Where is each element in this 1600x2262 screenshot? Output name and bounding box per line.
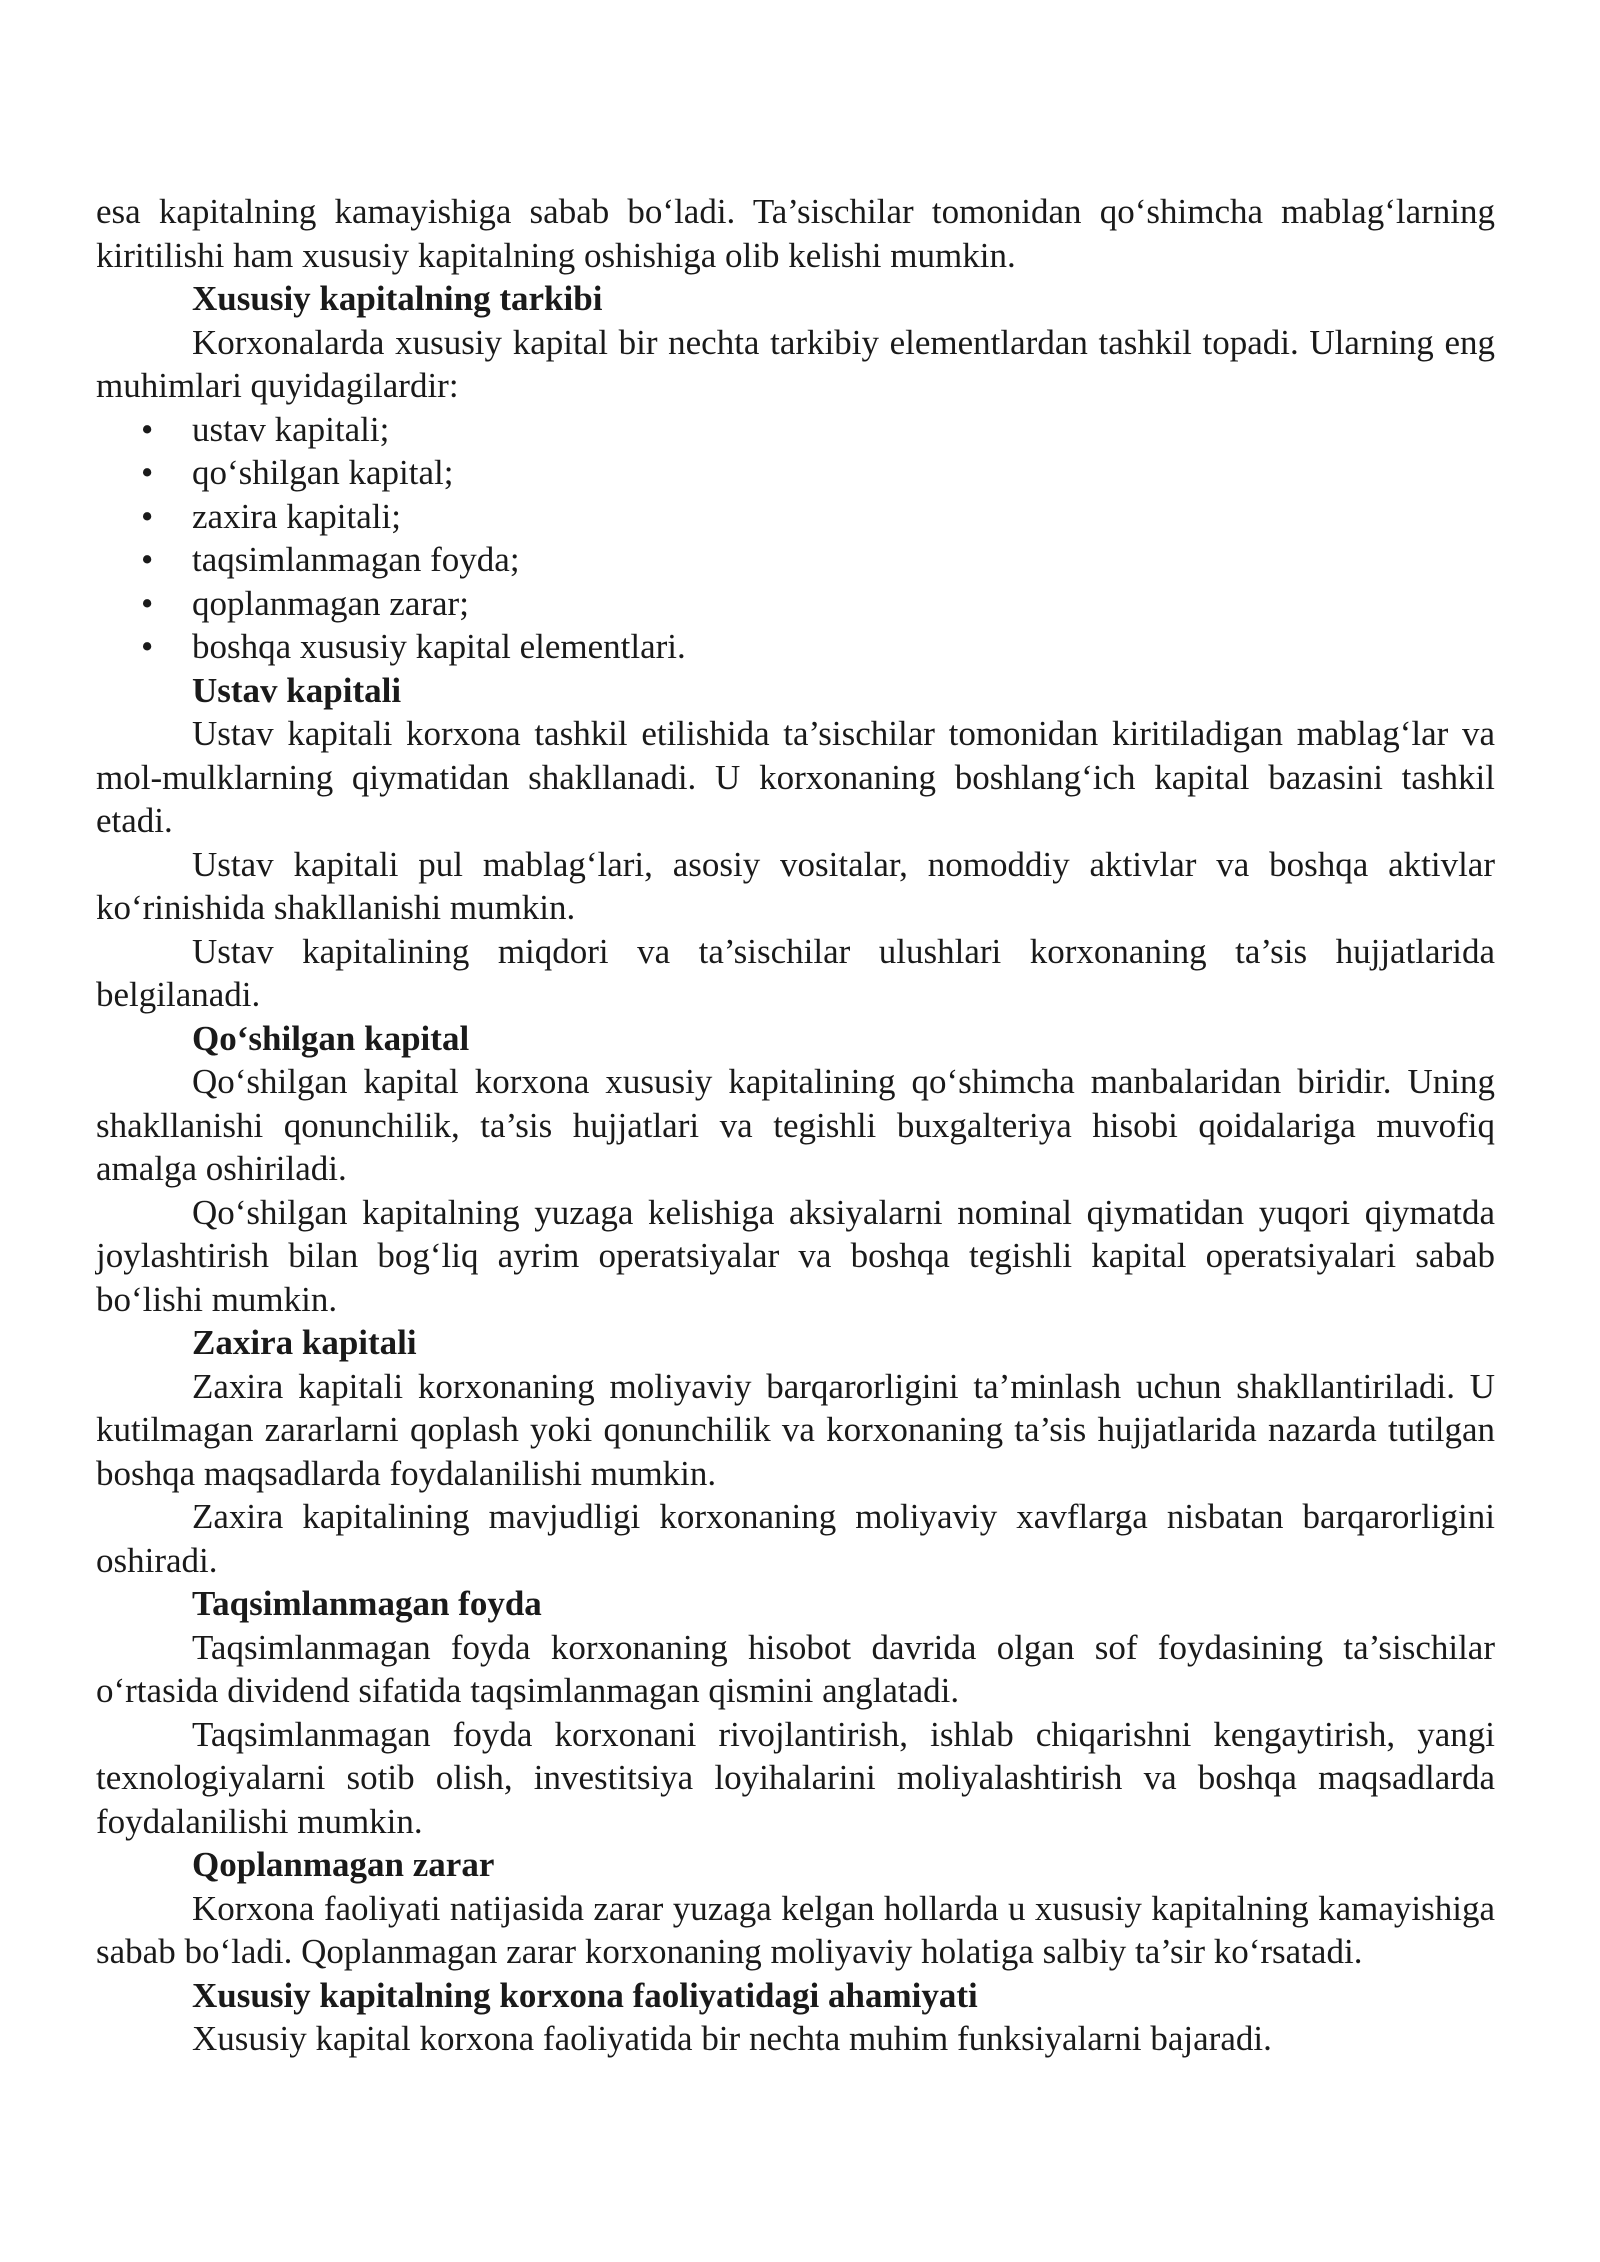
list-item-text: ustav kapitali; [192,409,390,449]
list-item [96,451,1495,495]
list-item [96,582,1495,626]
zaxira-paragraph-2: Zaxira kapitalining mavjudligi korxonaning moliyaviy xavflarga nisbatan barqarorligini oshiradi. [96,1497,1495,1580]
list-item-text: taqsimlanmagan foyda; [192,540,520,579]
heading-qoplanmagan-zarar: Qoplanmagan zarar [192,1845,495,1884]
list-item-text: qoplanmagan zarar; [192,583,469,623]
qoshilgan-paragraph-1: Qo‘shilgan kapital korxona xususiy kapitalining qo‘shimcha manbalaridan biridir. Uning shakllanishi qonunchilik, ta’sis hujjatlari va tegishli buxgalteriya hisobi qoidalariga muvofiq amalga oshiriladi. [96,1062,1495,1188]
bullet-icon: • [141,453,154,492]
bullet-icon: • [141,627,154,666]
qoshilgan-paragraph-2: Qo‘shilgan kapitalning yuzaga kelishiga aksiyalarni nominal qiymatidan yuqori qiymatda joylashtirish bilan bog‘liq ayrim operatsiyalar va boshqa tegishli kapital operatsiyalari sabab bo‘lishi mumkin. [96,1192,1495,1319]
ahamiyat-paragraph-1: Xususiy kapital korxona faoliyatida bir nechta muhim funksiyalarni bajaradi. [192,2019,1272,2058]
heading-zaxira-kapitali: Zaxira kapitali [192,1323,417,1362]
document-page [96,190,1495,2061]
list-item-text: zaxira kapitali; [192,496,401,536]
ustav-paragraph-1: Ustav kapitali korxona tashkil etilishida ta’sischilar tomonidan kiritiladigan mablag‘lar va mol-mulklarning qiymatidan shakllanadi. U korxonaning boshlang‘ich kapital bazasini tashkil etadi. [96,714,1495,840]
heading-taqsimlanmagan-foyda: Taqsimlanmagan foyda [192,1584,542,1623]
zaxira-paragraph-1: Zaxira kapitali korxonaning moliyaviy barqarorligini ta’minlash uchun shakllantiriladi. U kutilmagan zararlarni qoplash yoki qonunchilik va korxonaning ta’sis hujjatlarida nazarda tutilgan boshqa maqsadlarda foydalanilishi mumkin. [96,1366,1495,1493]
ustav-paragraph-2: Ustav kapitali pul mablag‘lari, asosiy vositalar, nomoddiy aktivlar va boshqa aktivlar ko‘rinishida shakllanishi mumkin. [96,844,1495,927]
list-item [96,408,1495,452]
list-item [96,538,1495,582]
bullet-icon: • [141,540,154,579]
list-item-text: boshqa xususiy kapital elementlari. [192,627,686,666]
heading-structure: Xususiy kapitalning tarkibi [192,279,603,318]
list-item [96,625,1495,669]
structure-list [96,408,1495,669]
list-item [96,495,1495,539]
ustav-paragraph-3: Ustav kapitalining miqdori va ta’sischilar ulushlari korxonaning ta’sis hujjatlarida belgilanadi. [96,931,1495,1014]
taqsimlanmagan-paragraph-2: Taqsimlanmagan foyda korxonani rivojlantirish, ishlab chiqarishni kengaytirish, yangi texnologiyalarni sotib olish, investitsiya loyihalarini moliyalashtirish va boshqa maqsadlarda foydalanilishi mumkin. [96,1714,1495,1841]
heading-qoshilgan-kapital: Qo‘shilgan kapital [192,1018,470,1058]
list-item-text: qo‘shilgan kapital; [192,453,454,492]
bullet-icon: • [141,409,154,449]
heading-ustav-kapitali: Ustav kapitali [192,670,402,710]
heading-ahamiyat: Xususiy kapitalning korxona faoliyatidagi ahamiyati [192,1975,978,2015]
bullet-icon: • [141,496,154,536]
structure-paragraph: Korxonalarda xususiy kapital bir nechta tarkibiy elementlardan tashkil topadi. Ularning eng muhimlari quyidagilardir: [96,322,1495,405]
taqsimlanmagan-paragraph-1: Taqsimlanmagan foyda korxonaning hisobot davrida olgan sof foydasining ta’sischilar o‘rtasida dividend sifatida taqsimlanmagan qismini anglatadi. [96,1627,1495,1710]
intro-paragraph: esa kapitalning kamayishiga sabab bo‘ladi. Ta’sischilar tomonidan qo‘shimcha mablag‘larning kiritilishi ham xususiy kapitalning oshishiga olib kelishi mumkin. [96,192,1495,275]
qoplanmagan-paragraph-1: Korxona faoliyati natijasida zarar yuzaga kelgan hollarda u xususiy kapitalning kamayishiga sabab bo‘ladi. Qoplanmagan zarar korxonaning moliyaviy holatiga salbiy ta’sir ko‘rsatadi. [96,1888,1495,1971]
bullet-icon: • [141,583,154,623]
